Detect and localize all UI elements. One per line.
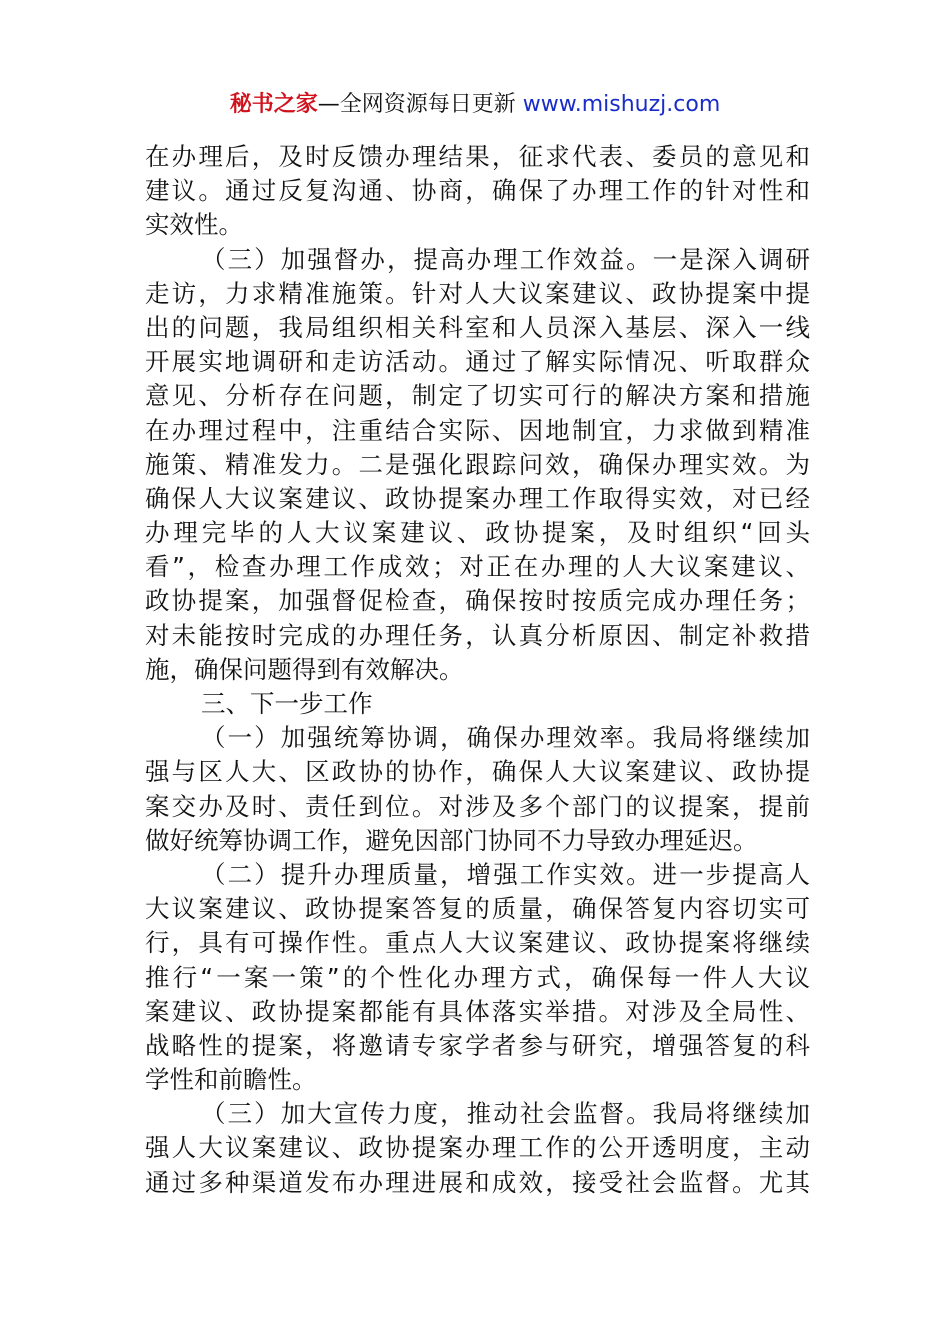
text-line: 施策、精准发力。二是强化跟踪问效，确保办理实效。为 xyxy=(145,449,810,479)
text-line: 战略性的提案，将邀请专家学者参与研究，增强答复的科 xyxy=(145,1030,810,1060)
text-line: 行，具有可操作性。重点人大议案建议、政协提案将继续 xyxy=(145,928,810,958)
text-line: 走访，力求精准施策。针对人大议案建议、政协提案中提 xyxy=(145,278,810,308)
paragraph-heading-line: （二）提升办理质量，增强工作实效。进一步提高人 xyxy=(201,859,810,889)
text-line: 通过多种渠道发布办理进展和成效，接受社会监督。尤其 xyxy=(145,1167,810,1197)
text-line: 强人大议案建议、政协提案办理工作的公开透明度，主动 xyxy=(145,1133,810,1163)
text-line: 开展实地调研和走访活动。通过了解实际情况、听取群众 xyxy=(145,347,810,377)
text-line: 看”，检查办理工作成效；对正在办理的人大议案建议、 xyxy=(145,552,810,582)
text-line: 办理完毕的人大议案建议、政协提案，及时组织“回头 xyxy=(145,518,810,548)
text-line: 推行“一案一策”的个性化办理方式，确保每一件人大议 xyxy=(145,962,810,992)
site-brand: 秘书之家 xyxy=(229,92,318,117)
text-line: 出的问题，我局组织相关科室和人员深入基层、深入一线 xyxy=(145,312,810,342)
paragraph-heading-line: （三）加大宣传力度，推动社会监督。我局将继续加 xyxy=(201,1099,810,1129)
header-separator: — xyxy=(317,92,340,117)
paragraph-heading-line: （三）加强督办，提高办理工作效益。一是深入调研 xyxy=(201,244,810,274)
text-line: 大议案建议、政协提案答复的质量，确保答复内容切实可 xyxy=(145,894,810,924)
text-line: 强与区人大、区政协的协作，确保人大议案建议、政协提 xyxy=(145,757,810,787)
text-line: 施，确保问题得到有效解决。 xyxy=(145,654,464,684)
text-line: 案建议、政协提案都能有具体落实举措。对涉及全局性、 xyxy=(145,996,810,1026)
text-line: 案交办及时、责任到位。对涉及多个部门的议提案，提前 xyxy=(145,791,810,821)
text-line: 意见、分析存在问题，制定了切实可行的解决方案和措施 xyxy=(145,381,810,411)
text-line: 做好统筹协调工作，避免因部门协同不力导致办理延迟。 xyxy=(145,825,758,855)
text-line: 政协提案，加强督促检查，确保按时按质完成办理任务； xyxy=(145,586,810,616)
text-line: 实效性。 xyxy=(145,210,243,240)
text-line: 在办理后，及时反馈办理结果，征求代表、委员的意见和 xyxy=(145,142,810,171)
text-line: 学性和前瞻性。 xyxy=(145,1065,317,1095)
paragraph-heading-line: （一）加强统筹协调，确保办理效率。我局将继续加 xyxy=(201,723,810,753)
text-line: 对未能按时完成的办理任务，认真分析原因、制定补救措 xyxy=(145,620,810,650)
text-line: 确保人大议案建议、政协提案办理工作取得实效，对已经 xyxy=(145,483,810,513)
document-body xyxy=(145,140,810,1200)
header-tagline: 全网资源每日更新 xyxy=(339,92,516,117)
site-header xyxy=(0,88,950,122)
site-url-link[interactable]: www.mishuzj.com xyxy=(522,92,721,117)
section-heading: 三、下一步工作 xyxy=(201,689,373,718)
text-line: 建议。通过反复沟通、协商，确保了办理工作的针对性和 xyxy=(145,176,810,206)
text-line: 在办理过程中，注重结合实际、因地制宜，力求做到精准 xyxy=(145,415,810,445)
